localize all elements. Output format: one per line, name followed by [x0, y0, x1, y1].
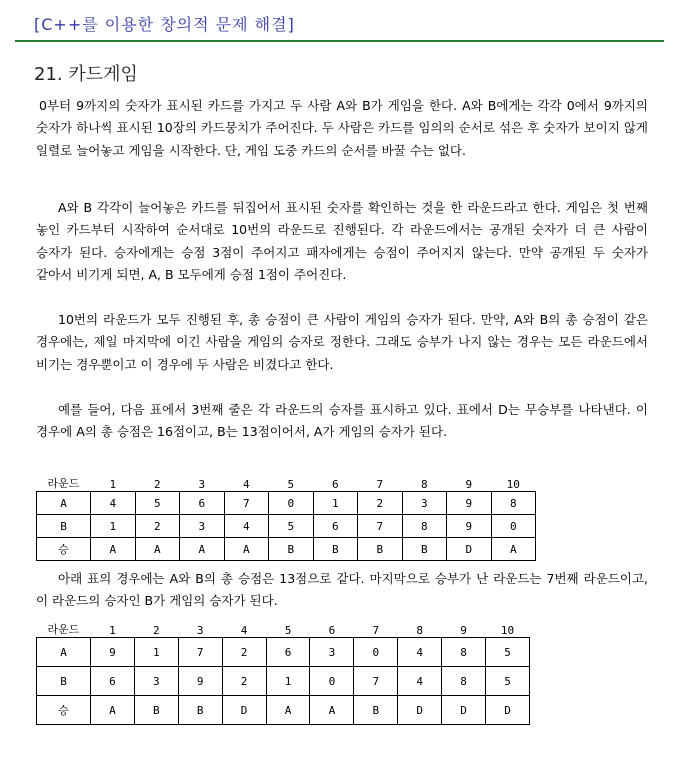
round-number: 3 — [198, 478, 206, 491]
table-cell: 6 — [180, 492, 225, 515]
round-header-label: 라운드 — [47, 477, 80, 490]
table-cell: 8 — [442, 638, 486, 667]
table-cell: 9 — [91, 638, 135, 667]
table-row — [37, 538, 536, 561]
table-cell: A — [491, 538, 536, 561]
round-number: 1 — [109, 478, 117, 491]
table-cell: A — [224, 538, 269, 561]
table-row — [37, 667, 530, 696]
table-cell: D — [398, 696, 442, 725]
round-number: 10 — [500, 624, 515, 637]
table-cell: 1 — [134, 638, 178, 667]
table-cell: 8 — [402, 515, 447, 538]
table-cell: 7 — [358, 515, 403, 538]
table-cell: 1 — [91, 515, 136, 538]
book-title: [C++를 이용한 창의적 문제 해결] — [34, 15, 295, 34]
header-divider — [15, 40, 664, 42]
table-cell: 9 — [447, 515, 492, 538]
round-number: 9 — [465, 478, 473, 491]
table-row — [37, 515, 536, 538]
table-cell: A — [266, 696, 310, 725]
round-number: 4 — [240, 624, 248, 637]
table-cell: 2 — [222, 638, 266, 667]
table-cell: B — [178, 696, 222, 725]
table-cell: 4 — [398, 667, 442, 696]
row-label: B — [37, 515, 91, 538]
table-cell: B — [402, 538, 447, 561]
round-number: 7 — [376, 478, 384, 491]
round-number: 2 — [153, 478, 161, 491]
table-cell: 1 — [313, 492, 358, 515]
round-number: 8 — [416, 624, 423, 637]
round-number: 9 — [460, 624, 467, 637]
table-cell: B — [134, 696, 178, 725]
example-table-1 — [36, 474, 536, 561]
table-cell: 7 — [354, 667, 398, 696]
row-label: 승 — [37, 696, 91, 725]
table-cell: 5 — [486, 667, 530, 696]
table-cell: B — [313, 538, 358, 561]
table-cell: 0 — [491, 515, 536, 538]
table-cell: 1 — [266, 667, 310, 696]
table-cell: D — [447, 538, 492, 561]
table-cell: A — [180, 538, 225, 561]
paragraph-4: 예를 들어, 다음 표에서 3번째 줄은 각 라운드의 승자를 표시하고 있다. 표에서 D는 무승부를 나타낸다. 이 경우에 A의 총 승점은 16점이고, B는 13점이어서, A가 게임의 승자가 된다. — [36, 402, 648, 440]
round-number: 5 — [287, 478, 295, 491]
round-number: 3 — [196, 624, 204, 637]
table-cell: 5 — [135, 492, 180, 515]
row-label: A — [37, 492, 91, 515]
round-number: 2 — [153, 624, 160, 637]
table-cell: 7 — [224, 492, 269, 515]
table-cell: D — [222, 696, 266, 725]
problem-title: 21. 카드게임 — [34, 64, 138, 85]
table-cell: 3 — [402, 492, 447, 515]
table-cell: 7 — [178, 638, 222, 667]
table-cell: 2 — [135, 515, 180, 538]
paragraph-3: 10번의 라운드가 모두 진행된 후, 총 승점이 큰 사람이 게임의 승자가 된다. 만약, A와 B의 총 승점이 같은 경우에는, 제일 마지막에 이긴 사람을 게임의 승자로 정한다. 그래도 승부가 나지 않는 경우는 모든 라운드에서 비기는 경우뿐이고 이 경우에 두 사람은 비겼다고 한다. — [36, 312, 648, 372]
table-cell: 0 — [354, 638, 398, 667]
table-cell: 3 — [310, 638, 354, 667]
table-cell: A — [135, 538, 180, 561]
table-cell: 0 — [269, 492, 314, 515]
table-cell: A — [91, 538, 136, 561]
table-cell: 8 — [491, 492, 536, 515]
table-row — [37, 638, 530, 667]
table-cell: B — [269, 538, 314, 561]
row-label: 승 — [37, 538, 91, 561]
table-cell: 3 — [180, 515, 225, 538]
table-cell: 6 — [313, 515, 358, 538]
table-cell: 0 — [310, 667, 354, 696]
round-number: 10 — [506, 478, 520, 491]
round-header-label: 라운드 — [47, 623, 80, 636]
table-cell: 2 — [358, 492, 403, 515]
round-number: 1 — [109, 624, 116, 637]
example-table-2 — [36, 620, 530, 725]
table-cell: 6 — [91, 667, 135, 696]
round-number: 6 — [328, 624, 336, 637]
table-cell: A — [310, 696, 354, 725]
round-number: 6 — [331, 478, 339, 491]
paragraph-2: A와 B 각각이 늘어놓은 카드를 뒤집어서 표시된 숫자를 확인하는 것을 한 라운드라고 한다. 게임은 첫 번째 놓인 카드부터 시작하여 순서대로 10번의 라운드로 진행된다. 각 라운드에서는 공개된 숫자가 더 큰 사람이 승자가 된다. 승자에게는 승점 3점이 주어지고 패자에게는 승점이 주어지지 않는다. 만약 공개된 두 숫자가 같아서 비기게 되면, A, B 모두에게 승점 1점이 주어진다. — [36, 200, 648, 283]
table-cell: 8 — [442, 667, 486, 696]
table-cell: 2 — [222, 667, 266, 696]
table-cell: 9 — [447, 492, 492, 515]
round-number: 7 — [372, 624, 380, 637]
table-cell: 6 — [266, 638, 310, 667]
round-number: 4 — [242, 478, 250, 491]
round-number: 5 — [284, 624, 292, 637]
row-label: A — [37, 638, 91, 667]
table-row — [37, 492, 536, 515]
table-row — [37, 696, 530, 725]
paragraph-5: 아래 표의 경우에는 A와 B의 총 승점은 13점으로 같다. 마지막으로 승부가 난 라운드는 7번째 라운드이고, 이 라운드의 승자인 B가 게임의 승자가 된다. — [36, 571, 648, 609]
table-cell: 4 — [224, 515, 269, 538]
table-cell: 4 — [398, 638, 442, 667]
table-cell: A — [91, 696, 135, 725]
table-cell: 4 — [91, 492, 136, 515]
table-cell: D — [486, 696, 530, 725]
paragraph-1: 0부터 9까지의 숫자가 표시된 카드를 가지고 두 사람 A와 B가 게임을 한다. A와 B에게는 각각 0에서 9까지의 숫자가 하나씩 표시된 10장의 카드뭉치가 주어진다. 두 사람은 카드를 임의의 순서로 섞은 후 숫자가 보이지 않게 일렬로 늘어놓고 게임을 시작한다. 단, 게임 도중 카드의 순서를 바꿀 수는 없다. — [36, 98, 648, 158]
table-cell: 5 — [486, 638, 530, 667]
table-cell: 9 — [178, 667, 222, 696]
table-cell: D — [442, 696, 486, 725]
table-cell: B — [354, 696, 398, 725]
table-cell: 5 — [269, 515, 314, 538]
row-label: B — [37, 667, 91, 696]
table-cell: B — [358, 538, 403, 561]
table-cell: 3 — [134, 667, 178, 696]
round-number: 8 — [420, 478, 428, 491]
